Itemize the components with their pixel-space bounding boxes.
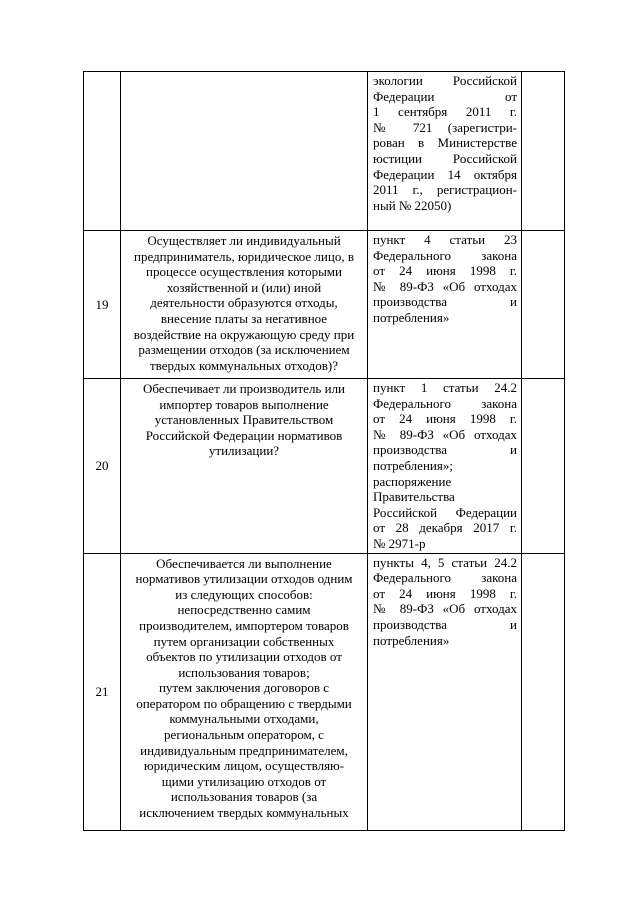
row-number xyxy=(84,72,121,231)
question-line: производителем, импортером товаров xyxy=(139,617,349,633)
question-line: воздействие на окружающую среду при xyxy=(133,326,355,342)
question-line: Осуществляет ли индивидуальный xyxy=(147,233,341,248)
empty-cell xyxy=(522,553,565,830)
question-line: импортер товаров выполнение xyxy=(159,396,329,412)
legal-reference-line: от 24 июня 1998 г. xyxy=(373,585,517,601)
question-line: юридическим лицом, осуществляю- xyxy=(143,758,345,774)
legal-reference-line: экологии Российской xyxy=(373,73,517,88)
table-row xyxy=(84,72,565,231)
legal-reference-line: ный № 22050) xyxy=(373,197,452,213)
legal-reference-line: от 24 июня 1998 г. xyxy=(373,263,517,279)
question-line: использования товаров; xyxy=(178,664,310,680)
legal-reference-cell xyxy=(368,379,522,554)
question-line: индивидуальным предпринимателем, xyxy=(140,742,348,758)
question-line: исключением твердых коммунальных xyxy=(139,805,349,821)
question-line: непосредственно самим xyxy=(177,602,311,618)
legal-reference-line: потребления» xyxy=(373,632,450,648)
empty-cell xyxy=(522,231,565,379)
question-line: размещении отходов (за исключением xyxy=(138,342,350,358)
table-body xyxy=(84,72,565,831)
question-cell xyxy=(121,72,368,231)
question-line: коммунальными отходами, xyxy=(169,711,319,727)
question-cell xyxy=(121,379,368,554)
legal-reference-line: производства и xyxy=(373,294,517,310)
legal-reference-line: от 28 декабря 2017 г. xyxy=(373,520,517,536)
question-line: утилизации? xyxy=(208,443,280,459)
legal-reference-line: Федерального закона xyxy=(373,247,517,263)
legal-reference-line: пункт 1 статьи 24.2 xyxy=(373,380,517,395)
row-number: 20 xyxy=(84,379,121,554)
legal-reference-line: рован в Министерстве xyxy=(373,135,517,151)
legal-reference-line: 1 сентября 2011 г. xyxy=(373,104,517,120)
legal-reference-line: № 721 (зарегистри- xyxy=(373,119,517,135)
table-row xyxy=(84,553,565,830)
table-row xyxy=(84,379,565,554)
question-line: деятельности образуются отходы, xyxy=(150,295,338,311)
legal-reference-line: № 89-ФЗ «Об отходах xyxy=(373,426,517,442)
legal-reference-line: производства и xyxy=(373,616,517,632)
question-line: установленных Правительством xyxy=(154,412,334,428)
legal-reference-line: № 89-ФЗ «Об отходах xyxy=(373,278,517,294)
question-line: оператором по обращению с твердыми xyxy=(136,695,352,711)
legal-reference-line: Федерального закона xyxy=(373,395,517,411)
empty-cell xyxy=(522,379,565,554)
empty-cell xyxy=(522,72,565,231)
legal-reference-line: Федерации от xyxy=(373,88,517,104)
legal-reference-line: юстиции Российской xyxy=(373,150,517,166)
legal-reference-line: 2011 г., регистрацион- xyxy=(373,182,517,198)
legal-reference-line: Федерального закона xyxy=(373,570,517,586)
question-line: предприниматель, юридическое лицо, в xyxy=(134,248,354,264)
question-line: Обеспечивает ли производитель или xyxy=(142,381,346,396)
legal-reference-cell xyxy=(368,231,522,379)
row-number: 19 xyxy=(84,231,121,379)
legal-reference-line: от 24 июня 1998 г. xyxy=(373,411,517,427)
legal-reference-line: потребления» xyxy=(373,309,450,325)
question-cell xyxy=(121,231,368,379)
question-line: Российской Федерации нормативов xyxy=(145,427,343,443)
question-line: внесение платы за негативное xyxy=(160,310,328,326)
question-line: нормативов утилизации отходов одним xyxy=(135,571,353,587)
legal-reference-line: № 89-ФЗ «Об отходах xyxy=(373,601,517,617)
requirements-table xyxy=(83,71,565,831)
question-line: процессе осуществления которыми xyxy=(146,264,342,280)
legal-reference-line: пункты 4, 5 статьи 24.2 xyxy=(373,554,517,570)
question-line: из следующих способов: xyxy=(175,586,313,602)
question-line: путем организации собственных xyxy=(153,633,335,649)
question-line: объектов по утилизации отходов от xyxy=(146,649,342,665)
legal-reference-line: Федерации 14 октября xyxy=(373,166,517,182)
question-line: использования товаров (за xyxy=(170,789,318,805)
row-number: 21 xyxy=(84,553,121,830)
legal-reference-line: пункт 4 статьи 23 xyxy=(373,232,517,247)
question-line: путем заключения договоров с xyxy=(158,680,330,696)
question-line: Обеспечивается ли выполнение xyxy=(156,555,332,571)
question-line: твердых коммунальных отходов)? xyxy=(150,357,338,373)
question-cell xyxy=(121,553,368,830)
legal-reference-line: потребления»; xyxy=(373,457,453,473)
legal-reference-line: производства и xyxy=(373,442,517,458)
legal-reference-line: распоряжение xyxy=(373,473,452,489)
legal-reference-cell xyxy=(368,553,522,830)
legal-reference-line: № 2971-р xyxy=(373,535,426,551)
legal-reference-cell xyxy=(368,72,522,231)
legal-reference-line: Российской Федерации xyxy=(373,504,517,520)
legal-reference-line: Правительства xyxy=(373,489,455,505)
question-line: щими утилизацию отходов от xyxy=(161,773,327,789)
table-row xyxy=(84,231,565,379)
question-line: региональным оператором, с xyxy=(164,727,324,743)
question-line: хозяйственной и (или) иной xyxy=(166,279,322,295)
